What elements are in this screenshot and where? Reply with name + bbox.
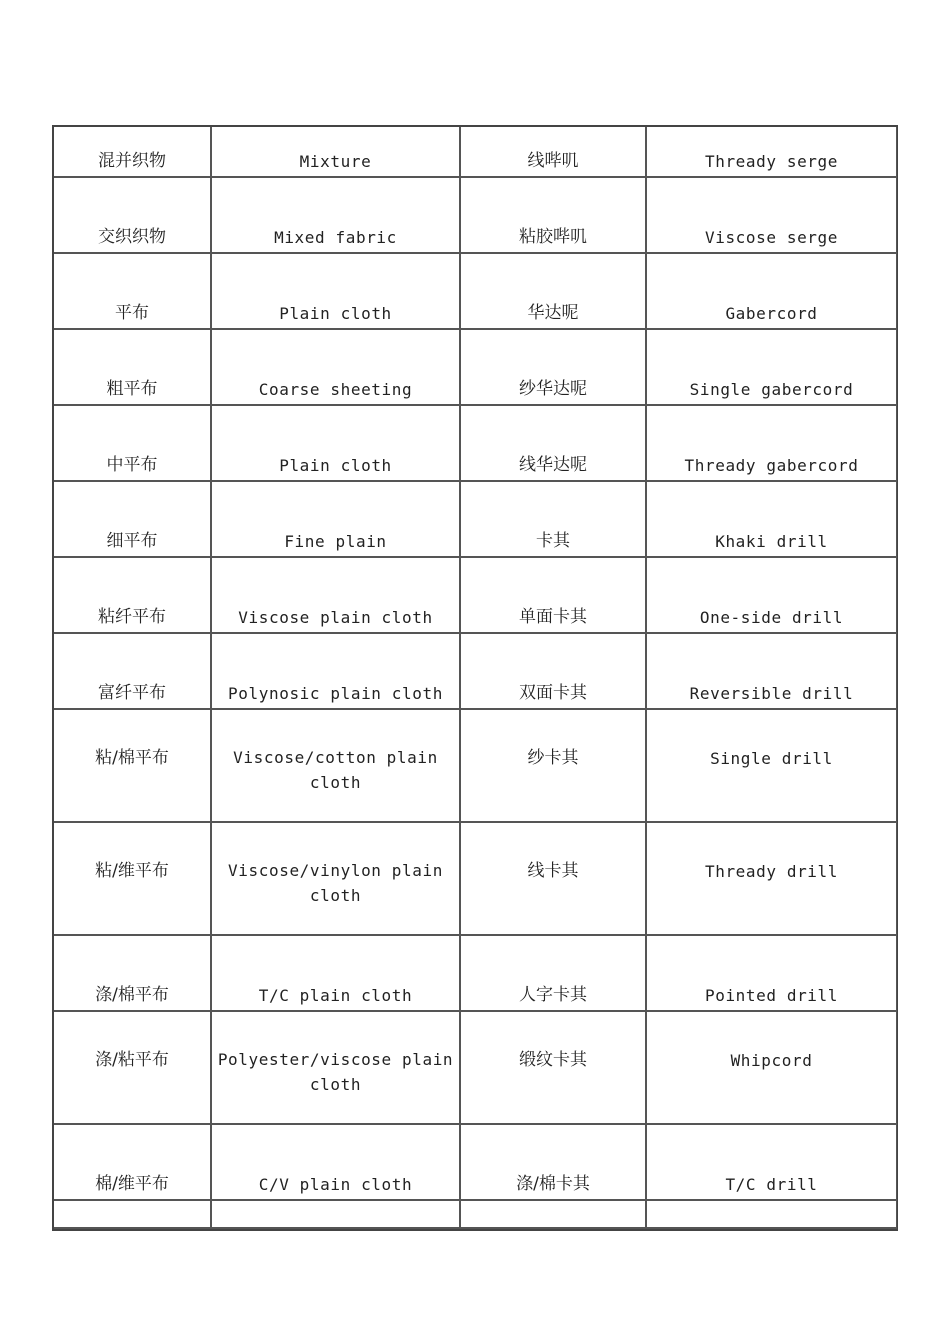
table-row <box>54 1012 897 1125</box>
english-term-cell: C/V plain cloth <box>212 1125 461 1201</box>
english-term-cell: Whipcord <box>647 1012 897 1125</box>
chinese-term-cell: 涤/棉卡其 <box>461 1125 647 1201</box>
chinese-term-cell: 卡其 <box>461 482 647 558</box>
english-term-cell: Thready drill <box>647 823 897 936</box>
table-row <box>54 936 897 1012</box>
english-term-cell: Single gabercord <box>647 330 897 406</box>
empty-cell <box>647 1201 897 1229</box>
chinese-term-cell: 粘/维平布 <box>54 823 212 936</box>
chinese-term-cell: 纱卡其 <box>461 710 647 823</box>
english-term-cell: Coarse sheeting <box>212 330 461 406</box>
chinese-term-cell: 平布 <box>54 254 212 330</box>
empty-cell <box>461 1201 647 1229</box>
chinese-term-cell: 涤/粘平布 <box>54 1012 212 1125</box>
table-row <box>54 254 897 330</box>
english-term-cell: One-side drill <box>647 558 897 634</box>
chinese-term-cell: 细平布 <box>54 482 212 558</box>
table-row <box>54 558 897 634</box>
chinese-term-cell: 华达呢 <box>461 254 647 330</box>
english-term-cell: Thready serge <box>647 127 897 178</box>
chinese-term-cell: 交织织物 <box>54 178 212 254</box>
chinese-term-cell: 人字卡其 <box>461 936 647 1012</box>
english-term-cell: Polyester/viscose plain cloth <box>212 1012 461 1125</box>
table-row <box>54 482 897 558</box>
chinese-term-cell: 单面卡其 <box>461 558 647 634</box>
table-row <box>54 330 897 406</box>
chinese-term-cell: 粘/棉平布 <box>54 710 212 823</box>
english-term-cell: Single drill <box>647 710 897 823</box>
chinese-term-cell: 棉/维平布 <box>54 1125 212 1201</box>
english-term-cell: T/C plain cloth <box>212 936 461 1012</box>
english-term-cell: Pointed drill <box>647 936 897 1012</box>
english-term-cell: Khaki drill <box>647 482 897 558</box>
empty-cell <box>54 1201 212 1229</box>
english-term-cell: Polynosic plain cloth <box>212 634 461 710</box>
chinese-term-cell: 线哔叽 <box>461 127 647 178</box>
chinese-term-cell: 混并织物 <box>54 127 212 178</box>
english-term-cell: Mixture <box>212 127 461 178</box>
english-term-cell: Viscose/vinylon plain cloth <box>212 823 461 936</box>
table-row <box>54 710 897 823</box>
table-row-empty <box>54 1201 897 1229</box>
chinese-term-cell: 粗平布 <box>54 330 212 406</box>
textile-glossary-table <box>52 125 898 1231</box>
english-term-cell: Viscose plain cloth <box>212 558 461 634</box>
chinese-term-cell: 线华达呢 <box>461 406 647 482</box>
chinese-term-cell: 粘胶哔叽 <box>461 178 647 254</box>
english-term-cell: Plain cloth <box>212 254 461 330</box>
english-term-cell: T/C drill <box>647 1125 897 1201</box>
chinese-term-cell: 双面卡其 <box>461 634 647 710</box>
chinese-term-cell: 中平布 <box>54 406 212 482</box>
table-row <box>54 823 897 936</box>
english-term-cell: Viscose/cotton plain cloth <box>212 710 461 823</box>
table-row <box>54 406 897 482</box>
english-term-cell: Mixed fabric <box>212 178 461 254</box>
chinese-term-cell: 粘纤平布 <box>54 558 212 634</box>
english-term-cell: Reversible drill <box>647 634 897 710</box>
chinese-term-cell: 线卡其 <box>461 823 647 936</box>
chinese-term-cell: 缎纹卡其 <box>461 1012 647 1125</box>
empty-cell <box>212 1201 461 1229</box>
english-term-cell: Fine plain <box>212 482 461 558</box>
table-row <box>54 1125 897 1201</box>
chinese-term-cell: 涤/棉平布 <box>54 936 212 1012</box>
chinese-term-cell: 富纤平布 <box>54 634 212 710</box>
english-term-cell: Viscose serge <box>647 178 897 254</box>
table-row <box>54 178 897 254</box>
english-term-cell: Plain cloth <box>212 406 461 482</box>
chinese-term-cell: 纱华达呢 <box>461 330 647 406</box>
english-term-cell: Thready gabercord <box>647 406 897 482</box>
table-row <box>54 634 897 710</box>
english-term-cell: Gabercord <box>647 254 897 330</box>
table-row <box>54 127 897 178</box>
